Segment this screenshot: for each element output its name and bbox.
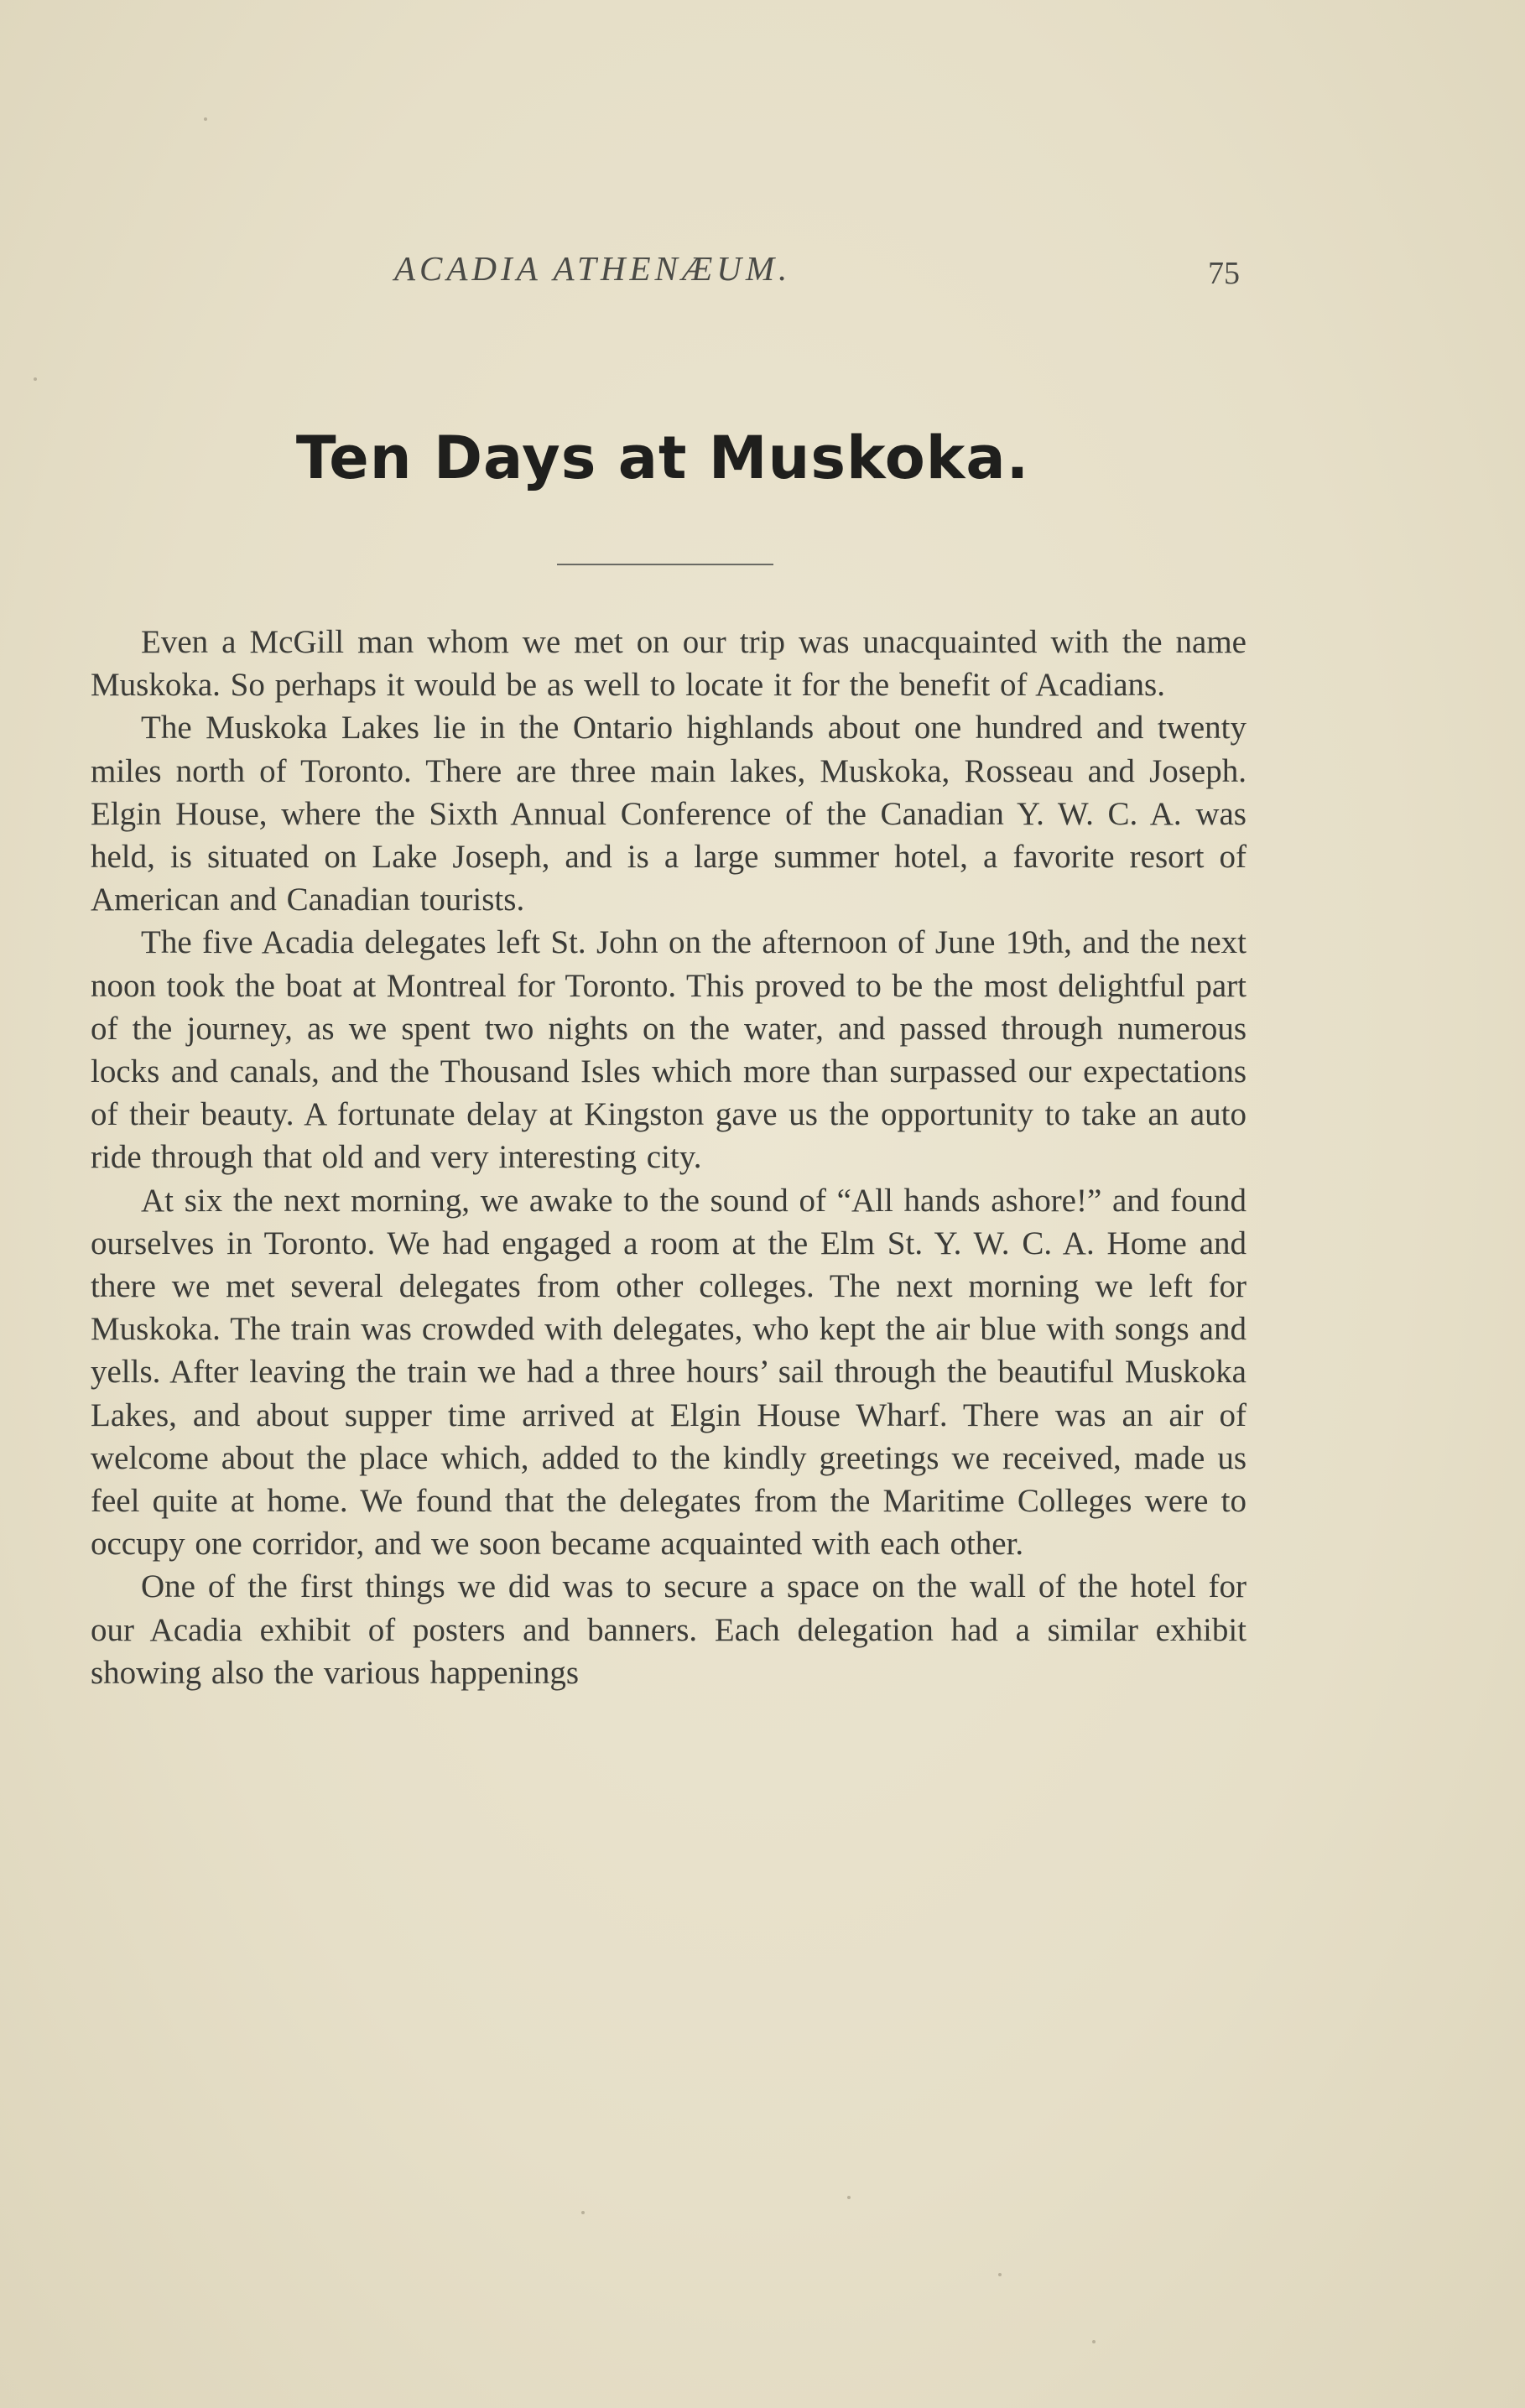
paper-speck: [34, 377, 37, 381]
paragraph: The Muskoka Lakes lie in the Ontario highlands about one hundred and twenty miles north of Toronto. There are three main lakes, Muskoka, Rosseau and Joseph. Elgin House, where the Sixth Annual Conference of the Canadian Y. W. C. A. was held, is situated on Lake Joseph, and is a large summer hotel, a favorite resort of American and Canadian tourists.: [91, 710, 1247, 918]
paragraph: At six the next morning, we awake to the sound of “All hands ashore!” and found ourselves in Toronto. We had engaged a room at the Elm St. Y. W. C. A. Home and there we met several delegates from other colleges. The next morning we left for Muskoka. The train was crowded with delegates, who kept the air blue with songs and yells. After leaving the train we had a three hours’ sail through the beautiful Muskoka Lakes, and about supper time arrived at Elgin House Wharf. There was an air of welcome about the place which, added to the kindly greetings we received, made us feel quite at home. We found that the delegates from the Maritime Colleges were to occupy one corridor, and we soon became acquainted with each other.: [91, 1182, 1247, 1563]
paragraph: One of the first things we did was to secure a space on the wall of the hotel for our Acadia exhibit of posters and banners. Each delegation had a similar exhibit showing also the various happenings: [91, 1568, 1247, 1691]
page-number: 75: [1208, 256, 1240, 291]
title-divider: [557, 564, 773, 565]
paragraph: The five Acadia delegates left St. John on the afternoon of June 19th, and the next noon took the boat at Montreal for Toronto. This proved to be the most delightful part of the journey, as we spent two nights on the water, and passed through numerous locks and canals, and the Thousand Isles which more than surpassed our expectations of their beauty. A fortunate delay at Kingston gave us the opportunity to take an auto ride through that old and very interesting city.: [91, 924, 1247, 1176]
article-title: Ten Days at Muskoka.: [295, 424, 1030, 492]
paper-speck: [847, 2196, 851, 2199]
paper-speck: [204, 117, 207, 121]
running-head: ACADIA ATHENÆUM.: [394, 249, 792, 288]
paper-speck: [998, 2273, 1002, 2276]
article-body: [91, 621, 1247, 1694]
paper-speck: [581, 2211, 585, 2214]
paragraph: Even a McGill man whom we met on our trip was unacquainted with the name Muskoka. So perhaps it would be as well to locate it for the benefit of Acadians.: [91, 624, 1247, 704]
paper-speck: [1092, 2340, 1096, 2343]
